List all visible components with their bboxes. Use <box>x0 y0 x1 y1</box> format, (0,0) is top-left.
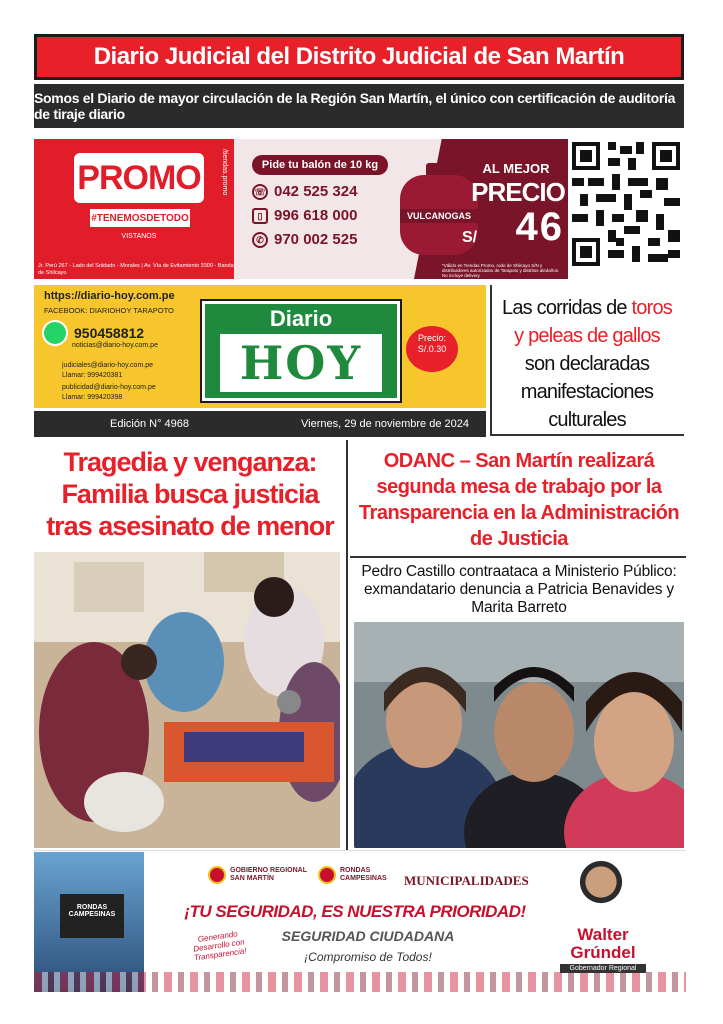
gobierno-regional-logo <box>208 866 307 884</box>
phone-publicidad[interactable]: Llamar: 999420398 <box>62 394 123 401</box>
crest-icon <box>208 866 226 884</box>
phone-judiciales[interactable]: Llamar: 999420381 <box>62 372 123 379</box>
side-story-part2: y peleas de gallos <box>514 325 660 347</box>
governor-name <box>560 926 646 962</box>
decorative-pattern <box>34 972 686 992</box>
compromiso-label: ¡Compromiso de Todos! <box>304 950 432 964</box>
column-divider <box>346 440 348 860</box>
whatsapp-number[interactable]: 950458812 <box>74 325 145 341</box>
gas-phone-number: 996 618 000 <box>274 207 358 224</box>
price-badge-value: 0.30 <box>428 344 447 354</box>
gobierno-label: GOBIERNO REGIONAL <box>230 867 308 874</box>
security-slogan: ¡TU SEGURIDAD, ES NUESTRA PRIORIDAD! <box>184 902 526 921</box>
governor-title: Gobernador Regional <box>560 964 646 973</box>
precio-label: PRECIO <box>471 177 565 207</box>
third-story-headline[interactable]: Pedro Castillo contraataca a Ministerio Público: exmandatario denuncia a Patricia Benavides y Marita Barreto <box>361 563 677 616</box>
whatsapp-icon <box>42 320 68 346</box>
san-martin-label: SAN MARTÍN <box>230 875 274 882</box>
side-story-headline[interactable] <box>492 294 682 434</box>
side-story-part3: son declaradas <box>524 353 650 375</box>
edition-date: Viernes, 29 de noviembre de 2024 <box>301 418 469 430</box>
side-story-part4: manifestaciones culturales <box>520 381 654 431</box>
seguridad-ciudadana-label: SEGURIDAD CIUDADANA <box>281 928 455 944</box>
rondas-campesinas-logo <box>318 866 387 884</box>
whatsapp-icon: ✆ <box>252 232 268 248</box>
edition-number: Edición N° 4968 <box>110 418 190 430</box>
price-badge <box>406 326 458 372</box>
edition-bar <box>34 411 486 437</box>
third-story-photo[interactable] <box>354 622 684 848</box>
mobile-icon: ▯ <box>252 208 268 224</box>
promo-website: /tiendas.promo <box>221 149 228 196</box>
balon-label: Pide tu balón de 10 kg <box>252 155 388 175</box>
lead-story-headline[interactable]: Tragedia y venganza: Familia busca justicia tras asesinato de menor <box>46 447 334 541</box>
website-link[interactable]: https://diario-hoy.com.pe <box>44 290 175 302</box>
masthead-title: Diario Judicial del Distrito Judicial de San Martín <box>34 34 684 80</box>
promo-hashtag: #TENEMOSDETODO <box>90 209 190 227</box>
transparencia-script: Generando Desarrollo con Transparencia! <box>192 929 247 963</box>
email-publicidad[interactable]: publicidad@diario-hoy.com.pe <box>62 384 156 391</box>
gas-phone-1 <box>252 183 357 200</box>
price-badge-currency: S/. <box>417 344 429 354</box>
tank-brand: VULCANOGAS <box>406 211 472 221</box>
gas-phone-3 <box>252 231 357 248</box>
side-story-toros: toros <box>631 297 672 319</box>
email-noticias[interactable]: noticias@diario-hoy.com.pe <box>72 342 158 349</box>
promo-fine-print: *Válido en Tiendas Promo, rodo de Shilcayo S/N y distribuidores autorizados de Tarapoto y distritos aledaños. No incluye delivery. <box>442 263 560 278</box>
gas-phone-number: 970 002 525 <box>274 231 358 248</box>
campesinas-label: CAMPESINAS <box>340 875 387 882</box>
promo-advertisement[interactable] <box>34 139 568 279</box>
story-divider <box>350 556 686 558</box>
promo-visit-label: VISTANOS <box>121 233 157 240</box>
municipalidades-label: MUNICIPALIDADES <box>404 873 529 888</box>
qr-code-icon[interactable] <box>572 142 680 266</box>
lead-story-photo[interactable] <box>34 552 340 848</box>
promo-logo: PROMO <box>74 153 204 203</box>
social-handle[interactable]: FACEBOOK: DIARIOHOY TARAPOTO <box>44 306 174 315</box>
email-judiciales[interactable]: judiciales@diario-hoy.com.pe <box>62 362 154 369</box>
governor-first-name: Walter <box>577 925 629 944</box>
governor-photo <box>566 854 636 924</box>
second-story-headline[interactable]: ODANC – San Martín realizará segunda mesa de trabajo por la Transparencia en la Administración de Justicia <box>358 450 680 550</box>
rondas-emblem-icon <box>318 866 336 884</box>
side-story-part1: Las corridas de <box>502 297 632 319</box>
gas-price: 46 <box>515 205 564 249</box>
rondas-label: RONDAS <box>340 867 371 874</box>
gas-phone-2 <box>252 207 357 224</box>
governor-last-name: Grúndel <box>570 943 636 962</box>
logo-hoy-text: HOY <box>220 334 382 392</box>
phone-icon: ☏ <box>252 184 268 200</box>
price-badge-label: Precio: <box>417 333 446 343</box>
tagline: Somos el Diario de mayor circulación de la Región San Martín, el único con certificación de auditoría de tiraje diario <box>34 84 684 128</box>
al-mejor-label: AL MEJOR <box>482 161 550 176</box>
price-currency: S/ <box>462 229 478 246</box>
rondas-vest-label: RONDAS CAMPESINAS <box>60 894 124 938</box>
promo-address: Jr. Perú 267 - Lado del Soldado - Morales | Av. Vía de Evitamiento 3300 - Banda de Shilcayo <box>38 263 234 276</box>
gas-phone-number: 042 525 324 <box>274 183 358 200</box>
logo-diario-text: Diario <box>269 306 333 331</box>
